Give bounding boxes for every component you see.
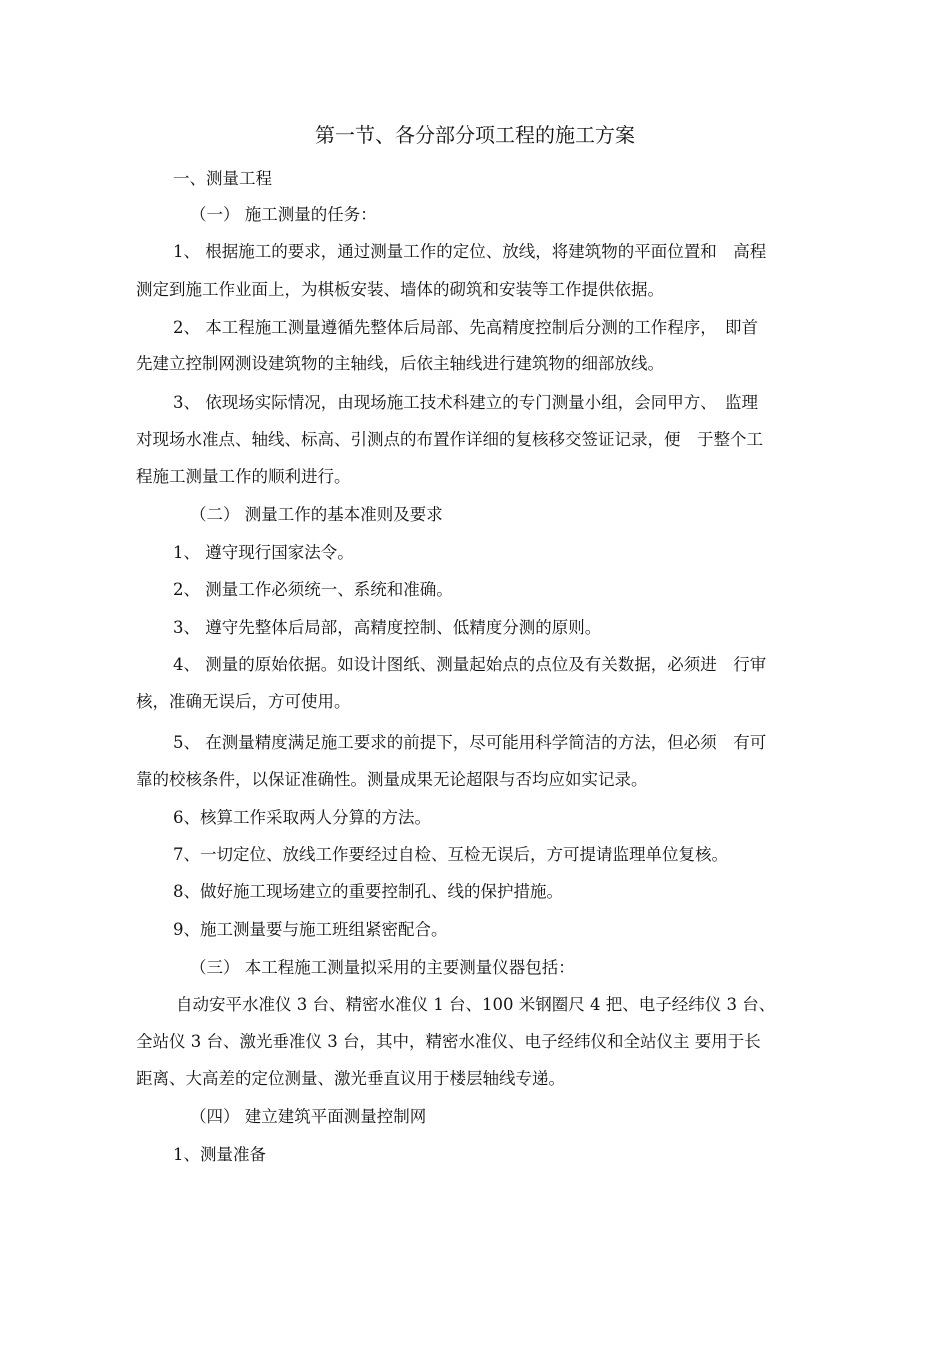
paragraph-3-line-1: 3、 依现场实际情况，由现场施工技术科建立的专门测量小组，会同甲方、 监理	[173, 393, 758, 412]
subheading-task: （一） 施工测量的任务：	[190, 205, 377, 224]
paragraph-1-line-2: 测定到施工作业面上，为棋板安装、墙体的砌筑和安装等工作提供依据。	[136, 280, 664, 299]
subheading-control-network: （四） 建立建筑平面测量控制网	[190, 1107, 427, 1126]
measurement-preparation: 1、测量准备	[173, 1145, 266, 1164]
subheading-principles: （二） 测量工作的基本准则及要求	[190, 505, 443, 524]
paragraph-1-line-1: 1、 根据施工的要求，通过测量工作的定位、放线，将建筑物的平面位置和 高程	[173, 242, 767, 261]
rule-7: 7、一切定位、放线工作要经过自检、互检无误后，方可提请监理单位复核。	[173, 845, 728, 864]
instruments-line-3: 距离、大高差的定位测量、激光垂直议用于楼层轴线专递。	[136, 1069, 565, 1088]
paragraph-2-line-2: 先建立控制网测设建筑物的主轴线，后依主轴线进行建筑物的细部放线。	[136, 354, 664, 373]
rule-8: 8、做好施工现场建立的重要控制孔、线的保护措施。	[173, 882, 563, 901]
rule-5-line-1: 5、 在测量精度满足施工要求的前提下，尽可能用科学简洁的方法，但必须 有可	[173, 733, 767, 752]
paragraph-2-line-1: 2、 本工程施工测量遵循先整体后局部、先高精度控制后分测的工作程序， 即首	[173, 318, 758, 337]
rule-6: 6、核算工作采取两人分算的方法。	[173, 808, 431, 827]
paragraph-3-line-2: 对现场水准点、轴线、标高、引测点的布置作详细的复核移交签证记录，便 于整个工	[136, 430, 763, 449]
subheading-instruments: （三） 本工程施工测量拟采用的主要测量仪器包括：	[190, 958, 575, 977]
rule-3: 3、 遵守先整体后局部，高精度控制、低精度分测的原则。	[173, 618, 602, 637]
instruments-line-2: 全站仪 3 台、激光垂准仪 3 台，其中，精密水准仪、电子经纬仪和全站仪主 要用于长	[136, 1032, 761, 1051]
rule-9: 9、施工测量要与施工班组紧密配合。	[173, 920, 448, 939]
paragraph-3-line-3: 程施工测量工作的顺利进行。	[136, 467, 351, 486]
instruments-line-1: 自动安平水准仪 3 台、精密水准仪 1 台、100 米钢圈尺 4 把、电子经纬仪 3 台、	[176, 995, 776, 1014]
section-title: 第一节、各分部分项工程的施工方案	[315, 123, 635, 147]
rule-4-line-1: 4、 测量的原始依据。如设计图纸、测量起始点的点位及有关数据，必须进 行审	[173, 655, 767, 674]
rule-2: 2、 测量工作必须统一、系统和准确。	[173, 580, 453, 599]
rule-1: 1、 遵守现行国家法令。	[173, 543, 354, 562]
rule-4-line-2: 核，准确无误后，方可使用。	[136, 692, 351, 711]
heading-measurement-engineering: 一、测量工程	[173, 169, 272, 188]
rule-5-line-2: 靠的校核条件，以保证准确性。测量成果无论超限与否均应如实记录。	[136, 770, 648, 789]
